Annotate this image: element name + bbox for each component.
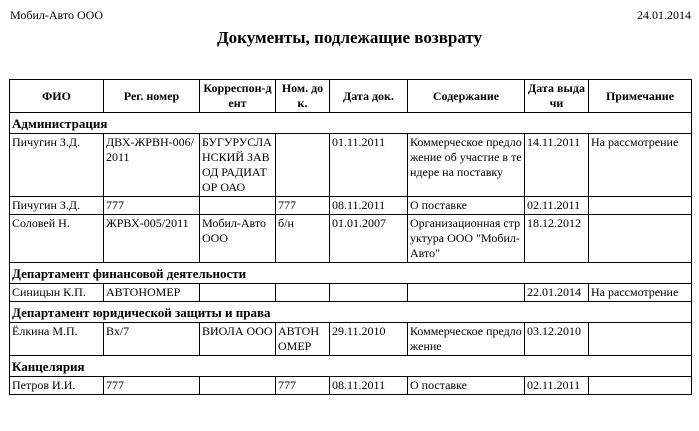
section-title: Администрация	[10, 113, 692, 134]
cell-doc-number: б/н	[276, 215, 330, 263]
column-header-content: Содержание	[408, 80, 525, 113]
cell-reg-number: Вх/7	[104, 323, 200, 356]
cell-correspondent: ВИОЛА ООО	[200, 323, 276, 356]
column-header-doc-date: Дата док.	[330, 80, 408, 113]
cell-fio: Пичугин З.Д.	[10, 197, 104, 215]
cell-note: На рассмотрение	[589, 134, 692, 197]
cell-doc-number: 777	[276, 377, 330, 395]
column-header-reg-number: Рег. номер	[104, 80, 200, 113]
cell-doc-number: 777	[276, 197, 330, 215]
cell-content: Коммерческое предложение	[408, 323, 525, 356]
cell-issue-date: 02.11.2011	[525, 197, 589, 215]
cell-reg-number: 777	[104, 377, 200, 395]
cell-issue-date: 03.12.2010	[525, 323, 589, 356]
cell-doc-date: 08.11.2011	[330, 377, 408, 395]
cell-correspondent: Мобил-Авто ООО	[200, 215, 276, 263]
cell-reg-number: ЖРВХ-005/2011	[104, 215, 200, 263]
cell-correspondent	[200, 197, 276, 215]
table-row	[10, 215, 692, 263]
cell-correspondent: БУГУРУСЛАНСКИЙ ЗАВОД РАДИАТОР ОАО	[200, 134, 276, 197]
cell-note	[589, 377, 692, 395]
cell-reg-number: АВТОНОМЕР	[104, 284, 200, 302]
section-title: Департамент финансовой деятельности	[10, 263, 692, 284]
column-header-doc-number: Ном. док.	[276, 80, 330, 113]
cell-fio: Петров И.И.	[10, 377, 104, 395]
column-header-note: Примечание	[589, 80, 692, 113]
cell-reg-number: ДВХ-ЖРВН-006/2011	[104, 134, 200, 197]
cell-fio: Пичугин З.Д.	[10, 134, 104, 197]
cell-doc-number	[276, 284, 330, 302]
cell-content: Организационная структура ООО "Мобил-Авто"	[408, 215, 525, 263]
cell-reg-number: 777	[104, 197, 200, 215]
section-row-legal	[10, 302, 692, 323]
table-header-row	[10, 80, 692, 113]
cell-content: Коммерческое предложение об участие в тендере на поставку	[408, 134, 525, 197]
cell-fio: Синицын К.П.	[10, 284, 104, 302]
cell-correspondent	[200, 284, 276, 302]
cell-doc-number: АВТОНОМЕР	[276, 323, 330, 356]
cell-doc-date	[330, 284, 408, 302]
cell-doc-date: 29.11.2010	[330, 323, 408, 356]
cell-doc-number	[276, 134, 330, 197]
section-row-finance	[10, 263, 692, 284]
cell-doc-date: 01.11.2011	[330, 134, 408, 197]
cell-issue-date: 18.12.2012	[525, 215, 589, 263]
cell-note	[589, 323, 692, 356]
cell-fio: Ёлкина М.П.	[10, 323, 104, 356]
cell-content	[408, 284, 525, 302]
section-row-administration	[10, 113, 692, 134]
documents-table	[9, 79, 692, 395]
cell-correspondent	[200, 377, 276, 395]
cell-content: О поставке	[408, 377, 525, 395]
table-row	[10, 323, 692, 356]
section-title: Департамент юридической защиты и права	[10, 302, 692, 323]
section-row-office	[10, 356, 692, 377]
report-date: 24.01.2014	[637, 8, 691, 22]
cell-doc-date: 08.11.2011	[330, 197, 408, 215]
table-row	[10, 197, 692, 215]
cell-doc-date: 01.01.2007	[330, 215, 408, 263]
section-title: Канцелярия	[10, 356, 692, 377]
cell-note: На рассмотрение	[589, 284, 692, 302]
cell-issue-date: 02.11.2011	[525, 377, 589, 395]
cell-note	[589, 215, 692, 263]
cell-content: О поставке	[408, 197, 525, 215]
page-title: Документы, подлежащие возврату	[216, 28, 483, 47]
column-header-fio: ФИО	[10, 80, 104, 113]
cell-fio: Соловей Н.	[10, 215, 104, 263]
cell-issue-date: 14.11.2011	[525, 134, 589, 197]
column-header-issue-date: Дата выдачи	[525, 80, 589, 113]
organization-name: Мобил-Авто ООО	[10, 8, 103, 22]
table-row	[10, 134, 692, 197]
cell-note	[589, 197, 692, 215]
table-row	[10, 284, 692, 302]
table-row	[10, 377, 692, 395]
column-header-correspondent: Корреспон-дент	[200, 80, 276, 113]
cell-issue-date: 22.01.2014	[525, 284, 589, 302]
